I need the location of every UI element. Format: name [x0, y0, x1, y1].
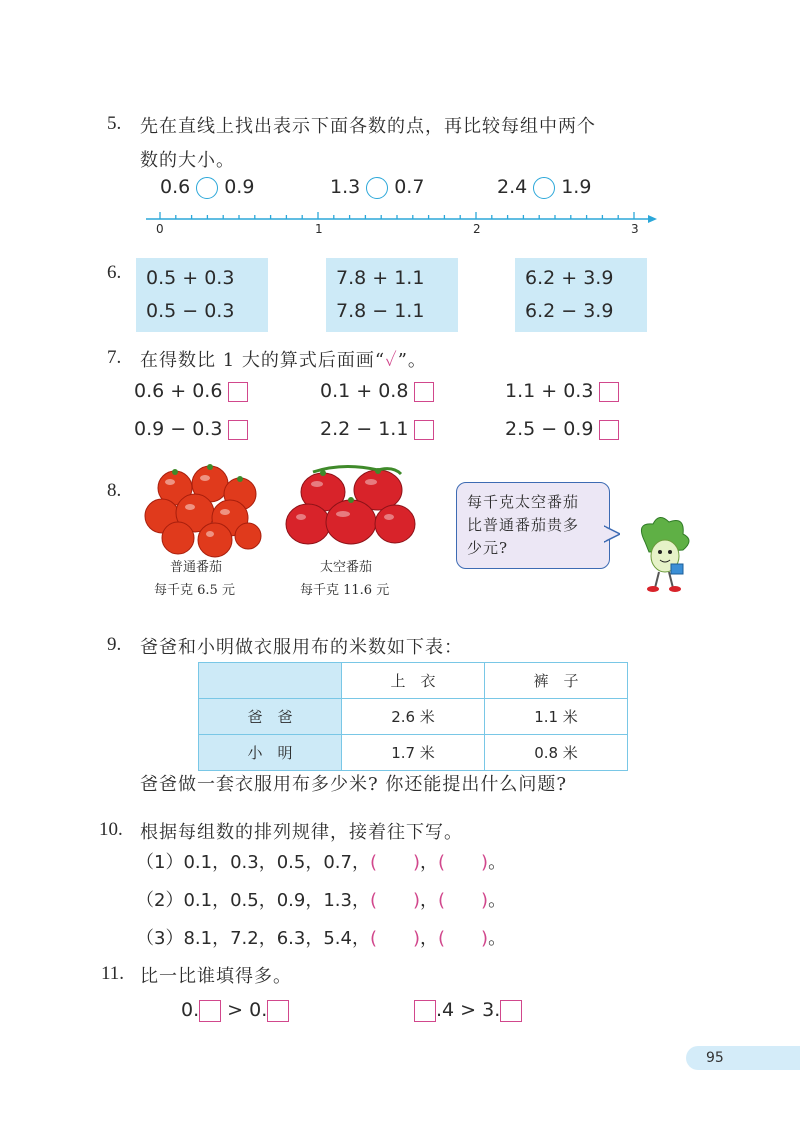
q5-pair-2: 1.3 0.7	[330, 176, 425, 198]
q9-question: 爸爸做一套衣服用布多少米? 你还能提出什么问题?	[140, 774, 568, 795]
space-tomato-price: 每千克 11.6 元	[300, 583, 390, 598]
compare-circle[interactable]	[366, 177, 388, 199]
axis-label-3: 3	[631, 222, 639, 236]
table-row	[199, 735, 628, 771]
table-corner-cell	[199, 663, 342, 699]
q6-group-1: 0.5 + 0.3 0.5 − 0.3	[136, 258, 268, 332]
table-row-name: 爸 爸	[199, 699, 342, 735]
answer-blank[interactable]: ( )	[369, 928, 421, 949]
q6-group-2: 7.8 + 1.1 7.8 − 1.1	[326, 258, 458, 332]
answer-box[interactable]	[599, 420, 619, 440]
compare-circle[interactable]	[196, 177, 218, 199]
table-header-top: 上 衣	[342, 663, 485, 699]
q7-expr-2: 0.1 + 0.8	[320, 380, 434, 402]
q7-expr-1: 0.6 + 0.6	[134, 380, 248, 402]
q5-pair-3: 2.4 1.9	[497, 176, 592, 198]
page-number: 95	[686, 1046, 800, 1070]
answer-box[interactable]	[414, 382, 434, 402]
regular-tomato-price: 每千克 6.5 元	[154, 583, 235, 598]
q7-instruction: 在得数比 1 大的算式后面画“✓”。	[140, 350, 427, 371]
q6-number: 6.	[107, 262, 122, 283]
cabbage-mascot-icon	[625, 512, 697, 594]
bubble-tail-icon	[604, 524, 620, 544]
answer-box[interactable]	[599, 382, 619, 402]
q6-group-3: 6.2 + 3.9 6.2 − 3.9	[515, 258, 647, 332]
answer-blank[interactable]: ( )	[438, 852, 489, 873]
number-line	[140, 208, 665, 240]
space-tomato-name: 太空番茄	[320, 560, 373, 575]
q10-seq-2: （2）0.1，0.5，0.9，1.3，( )，( )。	[136, 890, 507, 911]
q7-number: 7.	[107, 347, 122, 368]
answer-box[interactable]	[199, 1000, 221, 1022]
answer-box[interactable]	[228, 420, 248, 440]
table-cell: 1.7 米	[342, 735, 485, 771]
axis-label-0: 0	[156, 222, 164, 236]
q7-expr-3: 1.1 + 0.3	[505, 380, 619, 402]
table-cell: 0.8 米	[485, 735, 628, 771]
q11-text: 比一比谁填得多。	[140, 966, 292, 987]
q5-text-line1: 先在直线上找出表示下面各数的点，再比较每组中两个	[140, 116, 596, 137]
q11-number: 11.	[101, 963, 125, 984]
answer-blank[interactable]: ( )	[438, 890, 489, 911]
q8-number: 8.	[107, 480, 122, 501]
table-header-pants: 裤 子	[485, 663, 628, 699]
space-tomato-image	[283, 462, 418, 557]
q11-right-inequality: .4 > 3.	[414, 999, 522, 1022]
q10-seq-1: （1）0.1，0.3，0.5，0.7，( )，( )。	[136, 852, 507, 873]
q7-expr-4: 0.9 − 0.3	[134, 418, 248, 440]
q10-seq-3: （3）8.1，7.2，6.3，5.4，( )，( )。	[136, 928, 507, 949]
check-mark-icon: ✓	[385, 350, 398, 371]
speech-bubble: 每千克太空番茄 比普通番茄贵多 少元?	[456, 482, 610, 569]
compare-circle[interactable]	[533, 177, 555, 199]
q5-number: 5.	[107, 113, 122, 134]
q9-number: 9.	[107, 634, 122, 655]
answer-blank[interactable]: ( )	[369, 852, 421, 873]
fabric-table	[198, 662, 628, 771]
q5-pair-1: 0.6 0.9	[160, 176, 255, 198]
answer-box[interactable]	[500, 1000, 522, 1022]
table-header-row	[199, 663, 628, 699]
answer-blank[interactable]: ( )	[369, 890, 421, 911]
q7-expr-5: 2.2 − 1.1	[320, 418, 434, 440]
answer-box[interactable]	[414, 420, 434, 440]
q5-text-line2: 数的大小。	[140, 150, 235, 171]
axis-label-2: 2	[473, 222, 481, 236]
answer-box[interactable]	[228, 382, 248, 402]
regular-tomato-image	[140, 458, 265, 558]
table-cell: 2.6 米	[342, 699, 485, 735]
answer-blank[interactable]: ( )	[438, 928, 489, 949]
axis-label-1: 1	[315, 222, 323, 236]
table-row	[199, 699, 628, 735]
q10-number: 10.	[99, 819, 123, 840]
table-row-name: 小 明	[199, 735, 342, 771]
q10-text: 根据每组数的排列规律，接着往下写。	[140, 822, 463, 843]
answer-box[interactable]	[414, 1000, 436, 1022]
regular-tomato-name: 普通番茄	[170, 560, 223, 575]
answer-box[interactable]	[267, 1000, 289, 1022]
q11-left-inequality: 0. > 0.	[181, 999, 289, 1022]
table-cell: 1.1 米	[485, 699, 628, 735]
q7-expr-6: 2.5 − 0.9	[505, 418, 619, 440]
q9-text: 爸爸和小明做衣服用布的米数如下表：	[140, 637, 463, 658]
